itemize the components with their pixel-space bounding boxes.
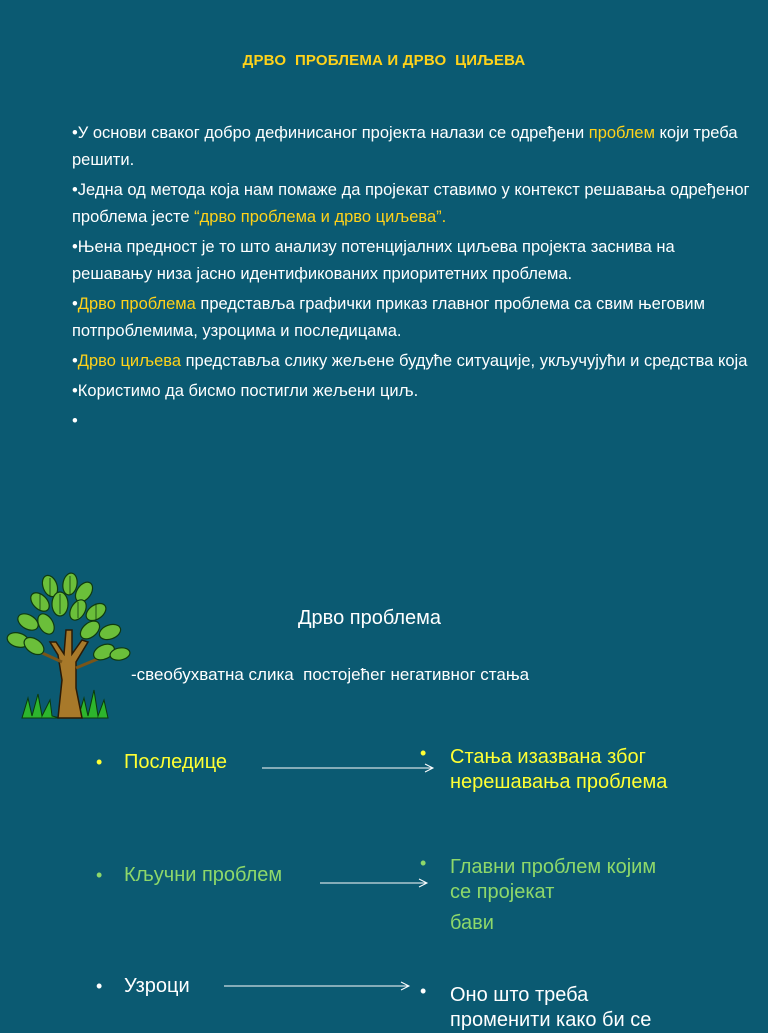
bullet-item: •Дрво проблема представља графички приказ главног проблема са свим његовим потпроблемима, узроцима и последицама. [72,295,705,340]
row-desc-key-problem: • Главни проблем којим се пројекат бави [420,853,657,934]
section-title: Дрво проблема [298,607,442,629]
bullet-item: •Њена предност је то што анализу потенцијалних циљева пројекта заснива на решавању низа јасно идентификованих приоритетних проблема. [72,238,675,283]
row-desc-causes: • Оно што треба променити како би се [420,981,652,1031]
bullet-item: • [72,412,78,430]
section-subtitle: -свеобухватна слика постојећег негативног стања [131,665,530,684]
arrow-right-icon [320,878,430,888]
slide-title: ДРВО ПРОБЛЕМА И ДРВО ЦИЉЕВА [242,52,526,69]
bullet-item: •Користимо да бисмо постигли жељени циљ. [72,382,419,400]
row-desc-consequences: • Стања изазвана због нерешавања проблема [420,743,668,793]
row-label-causes: • Узроци [96,975,190,997]
bullet-item: •У основи сваког добро дефинисаног пројекта налази се одређени проблем који треба решити. [72,124,738,169]
bullet-item: •Једна од метода која нам помаже да пројекат ставимо у контекст решавања одређеног проблема јесте “дрво проблема и дрво циљева”. [72,181,750,226]
arrow-right-icon [262,763,436,773]
bullet-item: •Дрво циљева представља слику жељене будуће ситуације, укључујући и средства која [72,352,748,370]
row-label-consequences: • Последице [96,751,228,773]
row-label-key-problem: • Кључни проблем [96,864,283,886]
tree-icon [0,570,135,720]
bullet-list [72,120,752,438]
arrow-right-icon [224,981,412,991]
